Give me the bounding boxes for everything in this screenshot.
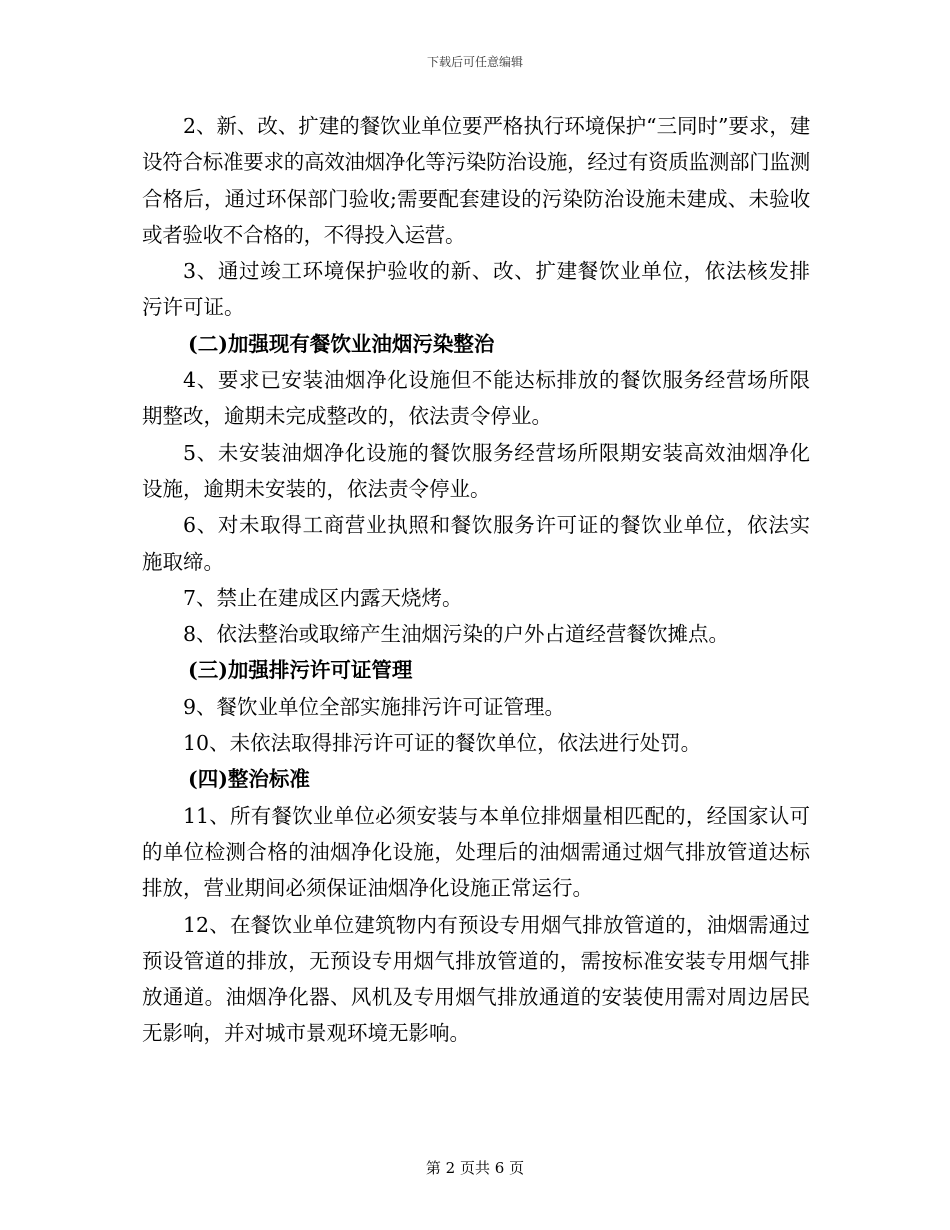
paragraph-item-11: 11、所有餐饮业单位必须安装与本单位排烟量相匹配的，经国家认可的单位检测合格的油烟净化设施，处理后的油烟需通过烟气排放管道达标排放，营业期间必须保证油烟净化设施正常运行。 <box>142 803 810 901</box>
section-heading-4: (四)整治标准 <box>188 767 310 792</box>
paragraph-item-12: 12、在餐饮业单位建筑物内有预设专用烟气排放管道的，油烟需通过预设管道的排放，无预设专用烟气排放管道的，需按标准安装专用烟气排放通道。油烟净化器、风机及专用烟气排放通道的安装使用需对周边居民无影响，并对城市景观环境无影响。 <box>142 912 810 1046</box>
paragraph-item-4: 4、要求已安装油烟净化设施但不能达标排放的餐饮服务经营场所限期整改，逾期未完成整改的，依法责令停业。 <box>142 368 810 429</box>
page-footer: 第 2 页共 6 页 <box>425 1159 525 1177</box>
paragraph-item-9: 9、餐饮业单位全部实施排污许可证管理。 <box>183 694 566 719</box>
section-heading-2: (二)加强现有餐饮业油烟污染整治 <box>188 331 495 356</box>
paragraph-item-7: 7、禁止在建成区内露天烧烤。 <box>183 585 463 610</box>
section-heading-3: (三)加强排污许可证管理 <box>188 658 413 683</box>
document-body <box>142 108 810 1052</box>
page-header: 下载后可任意编辑 <box>426 55 523 69</box>
paragraph-item-5: 5、未安装油烟净化设施的餐饮服务经营场所限期安装高效油烟净化设施，逾期未安装的，依法责令停业。 <box>142 440 810 501</box>
paragraph-item-3: 3、通过竣工环境保护验收的新、改、扩建餐饮业单位，依法核发排污许可证。 <box>142 259 810 320</box>
paragraph-item-8: 8、依法整治或取缔产生油烟污染的户外占道经营餐饮摊点。 <box>183 622 730 647</box>
paragraph-item-10: 10、未依法取得排污许可证的餐饮单位，依法进行处罚。 <box>183 731 702 756</box>
paragraph-item-2: 2、新、改、扩建的餐饮业单位要严格执行环境保护“三同时”要求，建设符合标准要求的高效油烟净化等污染防治设施，经过有资质监测部门监测合格后，通过环保部门验收;需要配套建设的污染防治设施未建成、未验收或者验收不合格的，不得投入运营。 <box>142 114 810 247</box>
paragraph-item-6: 6、对未取得工商营业执照和餐饮服务许可证的餐饮业单位，依法实施取缔。 <box>142 513 810 574</box>
